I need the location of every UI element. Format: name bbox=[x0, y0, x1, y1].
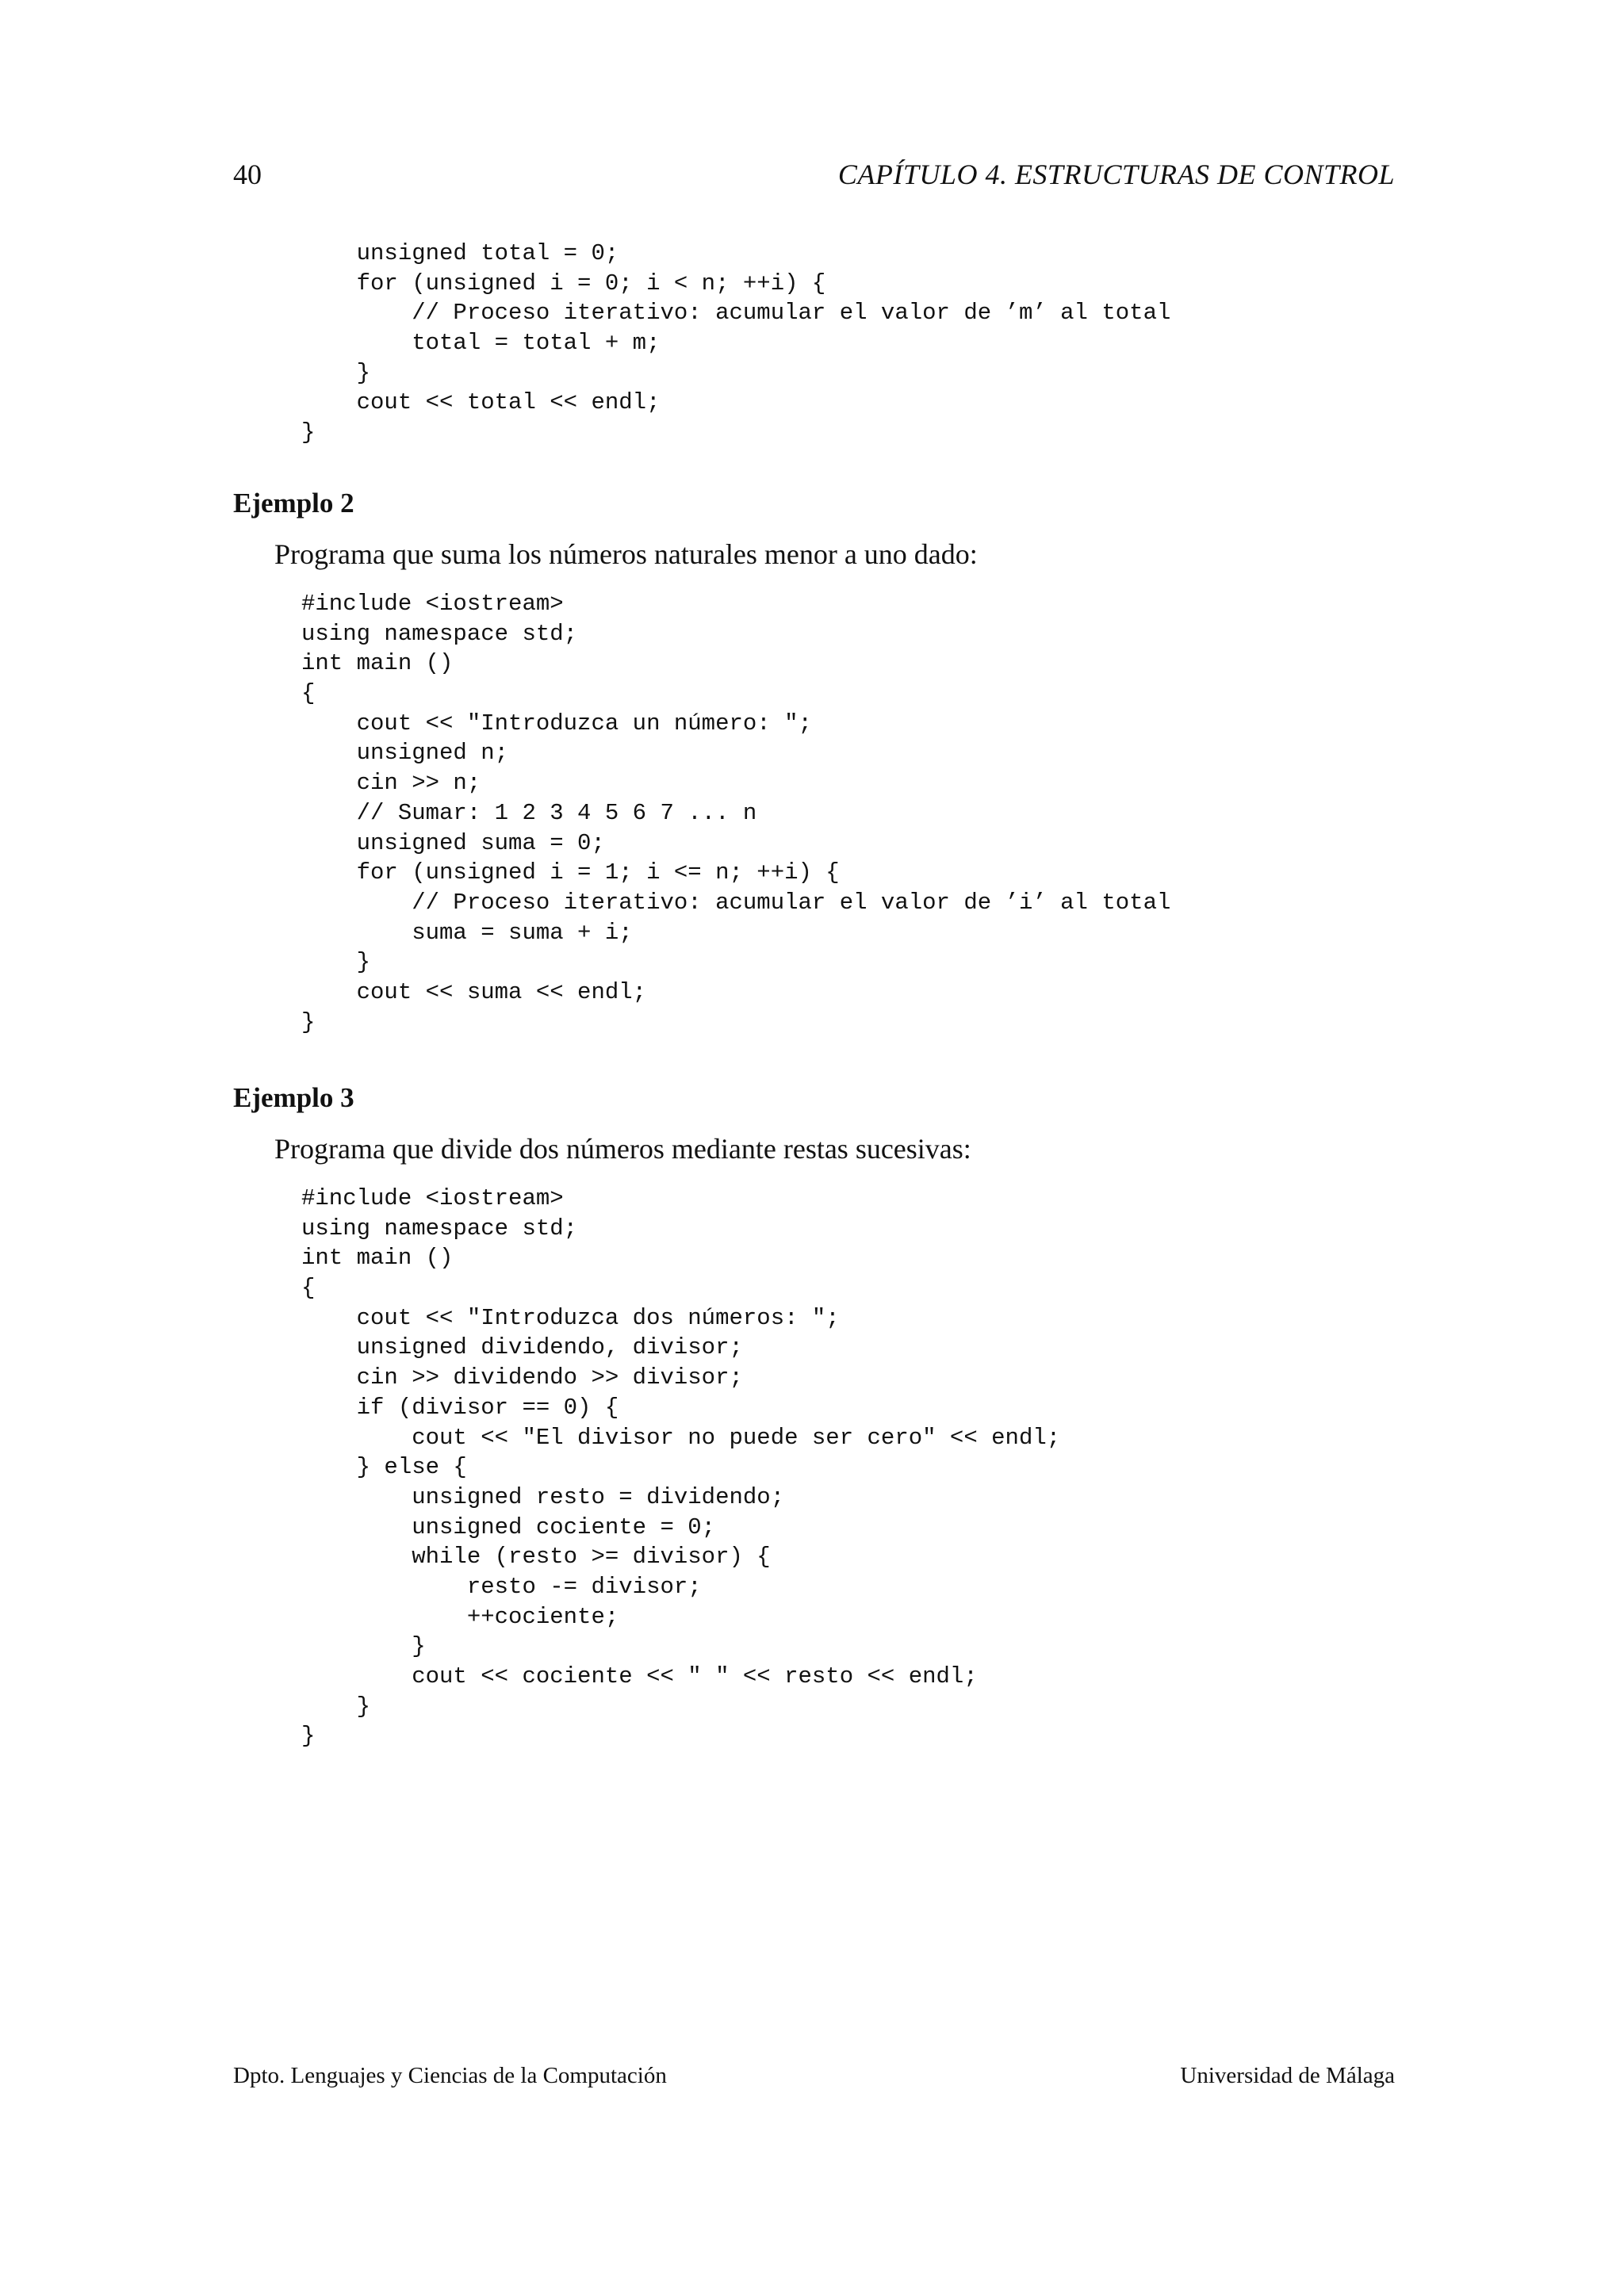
code-line: if (divisor == 0) { bbox=[301, 1394, 619, 1421]
code-line: for (unsigned i = 1; i <= n; ++i) { bbox=[301, 859, 840, 886]
code-line: resto -= divisor; bbox=[301, 1573, 702, 1600]
footer-university: Universidad de Málaga bbox=[1180, 2063, 1395, 2088]
code-line: unsigned total = 0; bbox=[301, 240, 619, 266]
code-line: } else { bbox=[301, 1454, 467, 1481]
code-line: using namespace std; bbox=[301, 1215, 578, 1242]
code-line: unsigned dividendo, divisor; bbox=[301, 1334, 743, 1361]
code-line: cin >> n; bbox=[301, 770, 481, 797]
example-3-code bbox=[301, 1184, 1060, 1751]
code-line: cout << cociente << " " << resto << endl; bbox=[301, 1663, 978, 1689]
code-line: // Proceso iterativo: acumular el valor de ’m’ al total bbox=[301, 300, 1171, 327]
code-line: #include <iostream> bbox=[301, 1185, 564, 1211]
code-line: } bbox=[301, 359, 371, 386]
code-line: ++cociente; bbox=[301, 1603, 619, 1630]
code-line: unsigned cociente = 0; bbox=[301, 1513, 716, 1540]
code-line: cin >> dividendo >> divisor; bbox=[301, 1364, 743, 1391]
code-line: while (resto >= divisor) { bbox=[301, 1544, 771, 1571]
code-line: unsigned suma = 0; bbox=[301, 829, 605, 856]
code-line: cout << "Introduzca dos números: "; bbox=[301, 1304, 840, 1331]
code-line: } bbox=[301, 949, 371, 976]
example-3-description: Programa que divide dos números mediante restas sucesivas: bbox=[274, 1133, 971, 1165]
code-line: cout << total << endl; bbox=[301, 389, 661, 416]
code-line: } bbox=[301, 1723, 316, 1750]
code-line: cout << suma << endl; bbox=[301, 978, 647, 1005]
example-2-code bbox=[301, 589, 1170, 1037]
code-line: cout << "El divisor no puede ser cero" << endl; bbox=[301, 1424, 1061, 1451]
code-line: // Proceso iterativo: acumular el valor de ’i’ al total bbox=[301, 889, 1171, 916]
code-line: } bbox=[301, 1693, 371, 1720]
page-number: 40 bbox=[233, 159, 262, 190]
code-line: unsigned resto = dividendo; bbox=[301, 1483, 785, 1510]
code-line: unsigned n; bbox=[301, 740, 509, 767]
code-line: #include <iostream> bbox=[301, 591, 564, 617]
code-line: { bbox=[301, 680, 316, 707]
code-line: int main () bbox=[301, 1245, 454, 1272]
code-line: using namespace std; bbox=[301, 620, 578, 647]
code-line: suma = suma + i; bbox=[301, 919, 633, 946]
footer-department: Dpto. Lenguajes y Ciencias de la Computación bbox=[233, 2063, 667, 2088]
code-line: } bbox=[301, 1633, 426, 1660]
code-line: // Sumar: 1 2 3 4 5 6 7 ... n bbox=[301, 799, 757, 826]
example-2-heading: Ejemplo 2 bbox=[233, 488, 354, 519]
code-line: for (unsigned i = 0; i < n; ++i) { bbox=[301, 270, 826, 297]
example-2-description: Programa que suma los números naturales menor a uno dado: bbox=[274, 538, 978, 570]
code-fragment bbox=[301, 239, 1170, 448]
code-line: total = total + m; bbox=[301, 330, 661, 357]
running-head: CAPÍTULO 4. ESTRUCTURAS DE CONTROL bbox=[837, 159, 1395, 190]
code-line: int main () bbox=[301, 650, 454, 677]
code-line: cout << "Introduzca un número: "; bbox=[301, 710, 812, 737]
code-line: { bbox=[301, 1275, 316, 1302]
code-line: } bbox=[301, 419, 316, 446]
example-3-heading: Ejemplo 3 bbox=[233, 1082, 354, 1113]
code-line: } bbox=[301, 1008, 316, 1035]
